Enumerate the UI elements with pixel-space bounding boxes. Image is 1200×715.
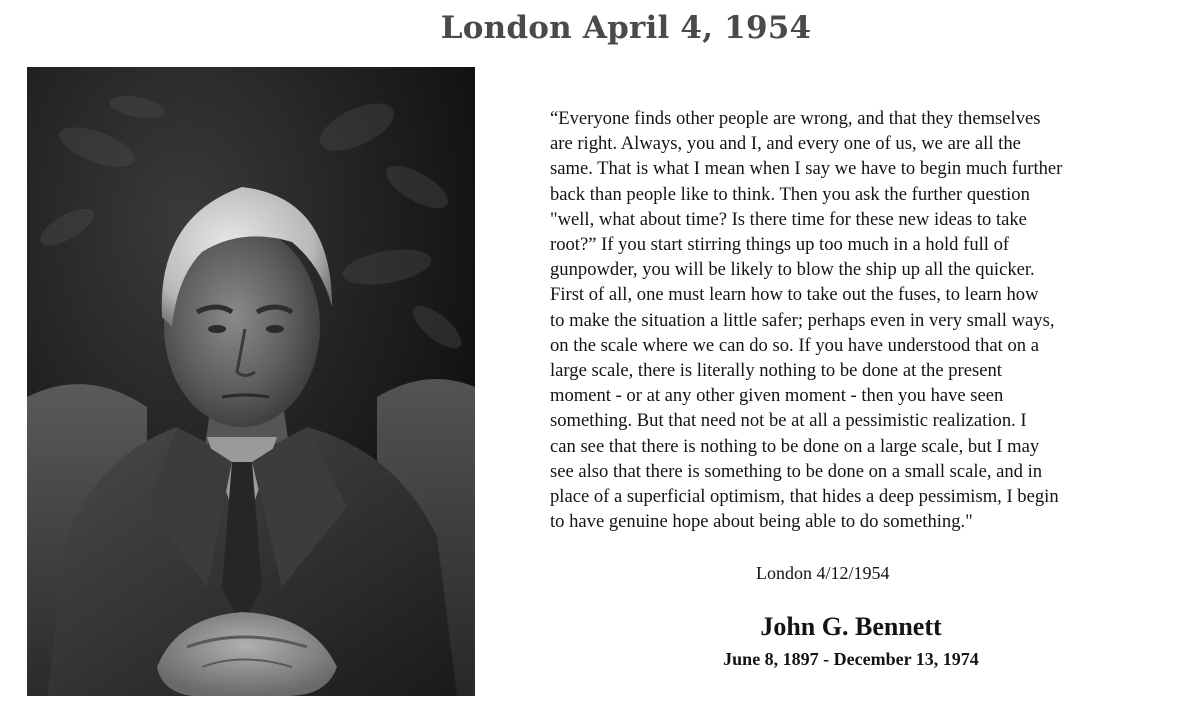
quote-line: gunpowder, you will be likely to blow the ship up all the quicker. [550,259,1035,281]
quote-line: see also that there is something to be done on a small scale, and in [550,460,1043,482]
quote-line: same. That is what I mean when I say we have to begin much further [550,158,1063,180]
portrait-photo [27,67,475,696]
quote-line: “Everyone finds other people are wrong, and that they themselves [550,108,1041,129]
quote-line: can see that there is nothing to be done on a large scale, but I may [550,435,1040,457]
quote-line: on the scale where we can do so. If you have understood that on a [550,334,1039,356]
page-title: London April 4, 1954 [440,10,812,46]
quote-line: large scale, there is literally nothing to be done at the present [550,360,1002,382]
author-lifespan: June 8, 1897 - December 13, 1974 [723,649,979,669]
quote-text [550,106,1170,534]
quote-dateline: London 4/12/1954 [756,563,890,583]
quote-line: moment - or at any other given moment - then you have seen [550,385,1004,407]
quote-line: "well, what about time? Is there time for these new ideas to take [550,208,1027,230]
quote-line: to make the situation a little safer; perhaps even in very small ways, [550,309,1055,331]
author-name: John G. Bennett [760,612,942,641]
quote-line: to have genuine hope about being able to do something." [550,511,973,533]
quote-line: First of all, one must learn how to take out the fuses, to learn how [550,284,1039,306]
quote-line: something. But that need not be at all a pessimistic realization. I [550,410,1027,432]
quote-line: back than people like to think. Then you ask the further question [550,183,1030,205]
quote-line: are right. Always, you and I, and every one of us, we are all the [550,133,1021,155]
quote-line: place of a superficial optimism, that hides a deep pessimism, I begin [550,486,1059,508]
quote-line: root?” If you start stirring things up too much in a hold full of [550,234,1010,256]
